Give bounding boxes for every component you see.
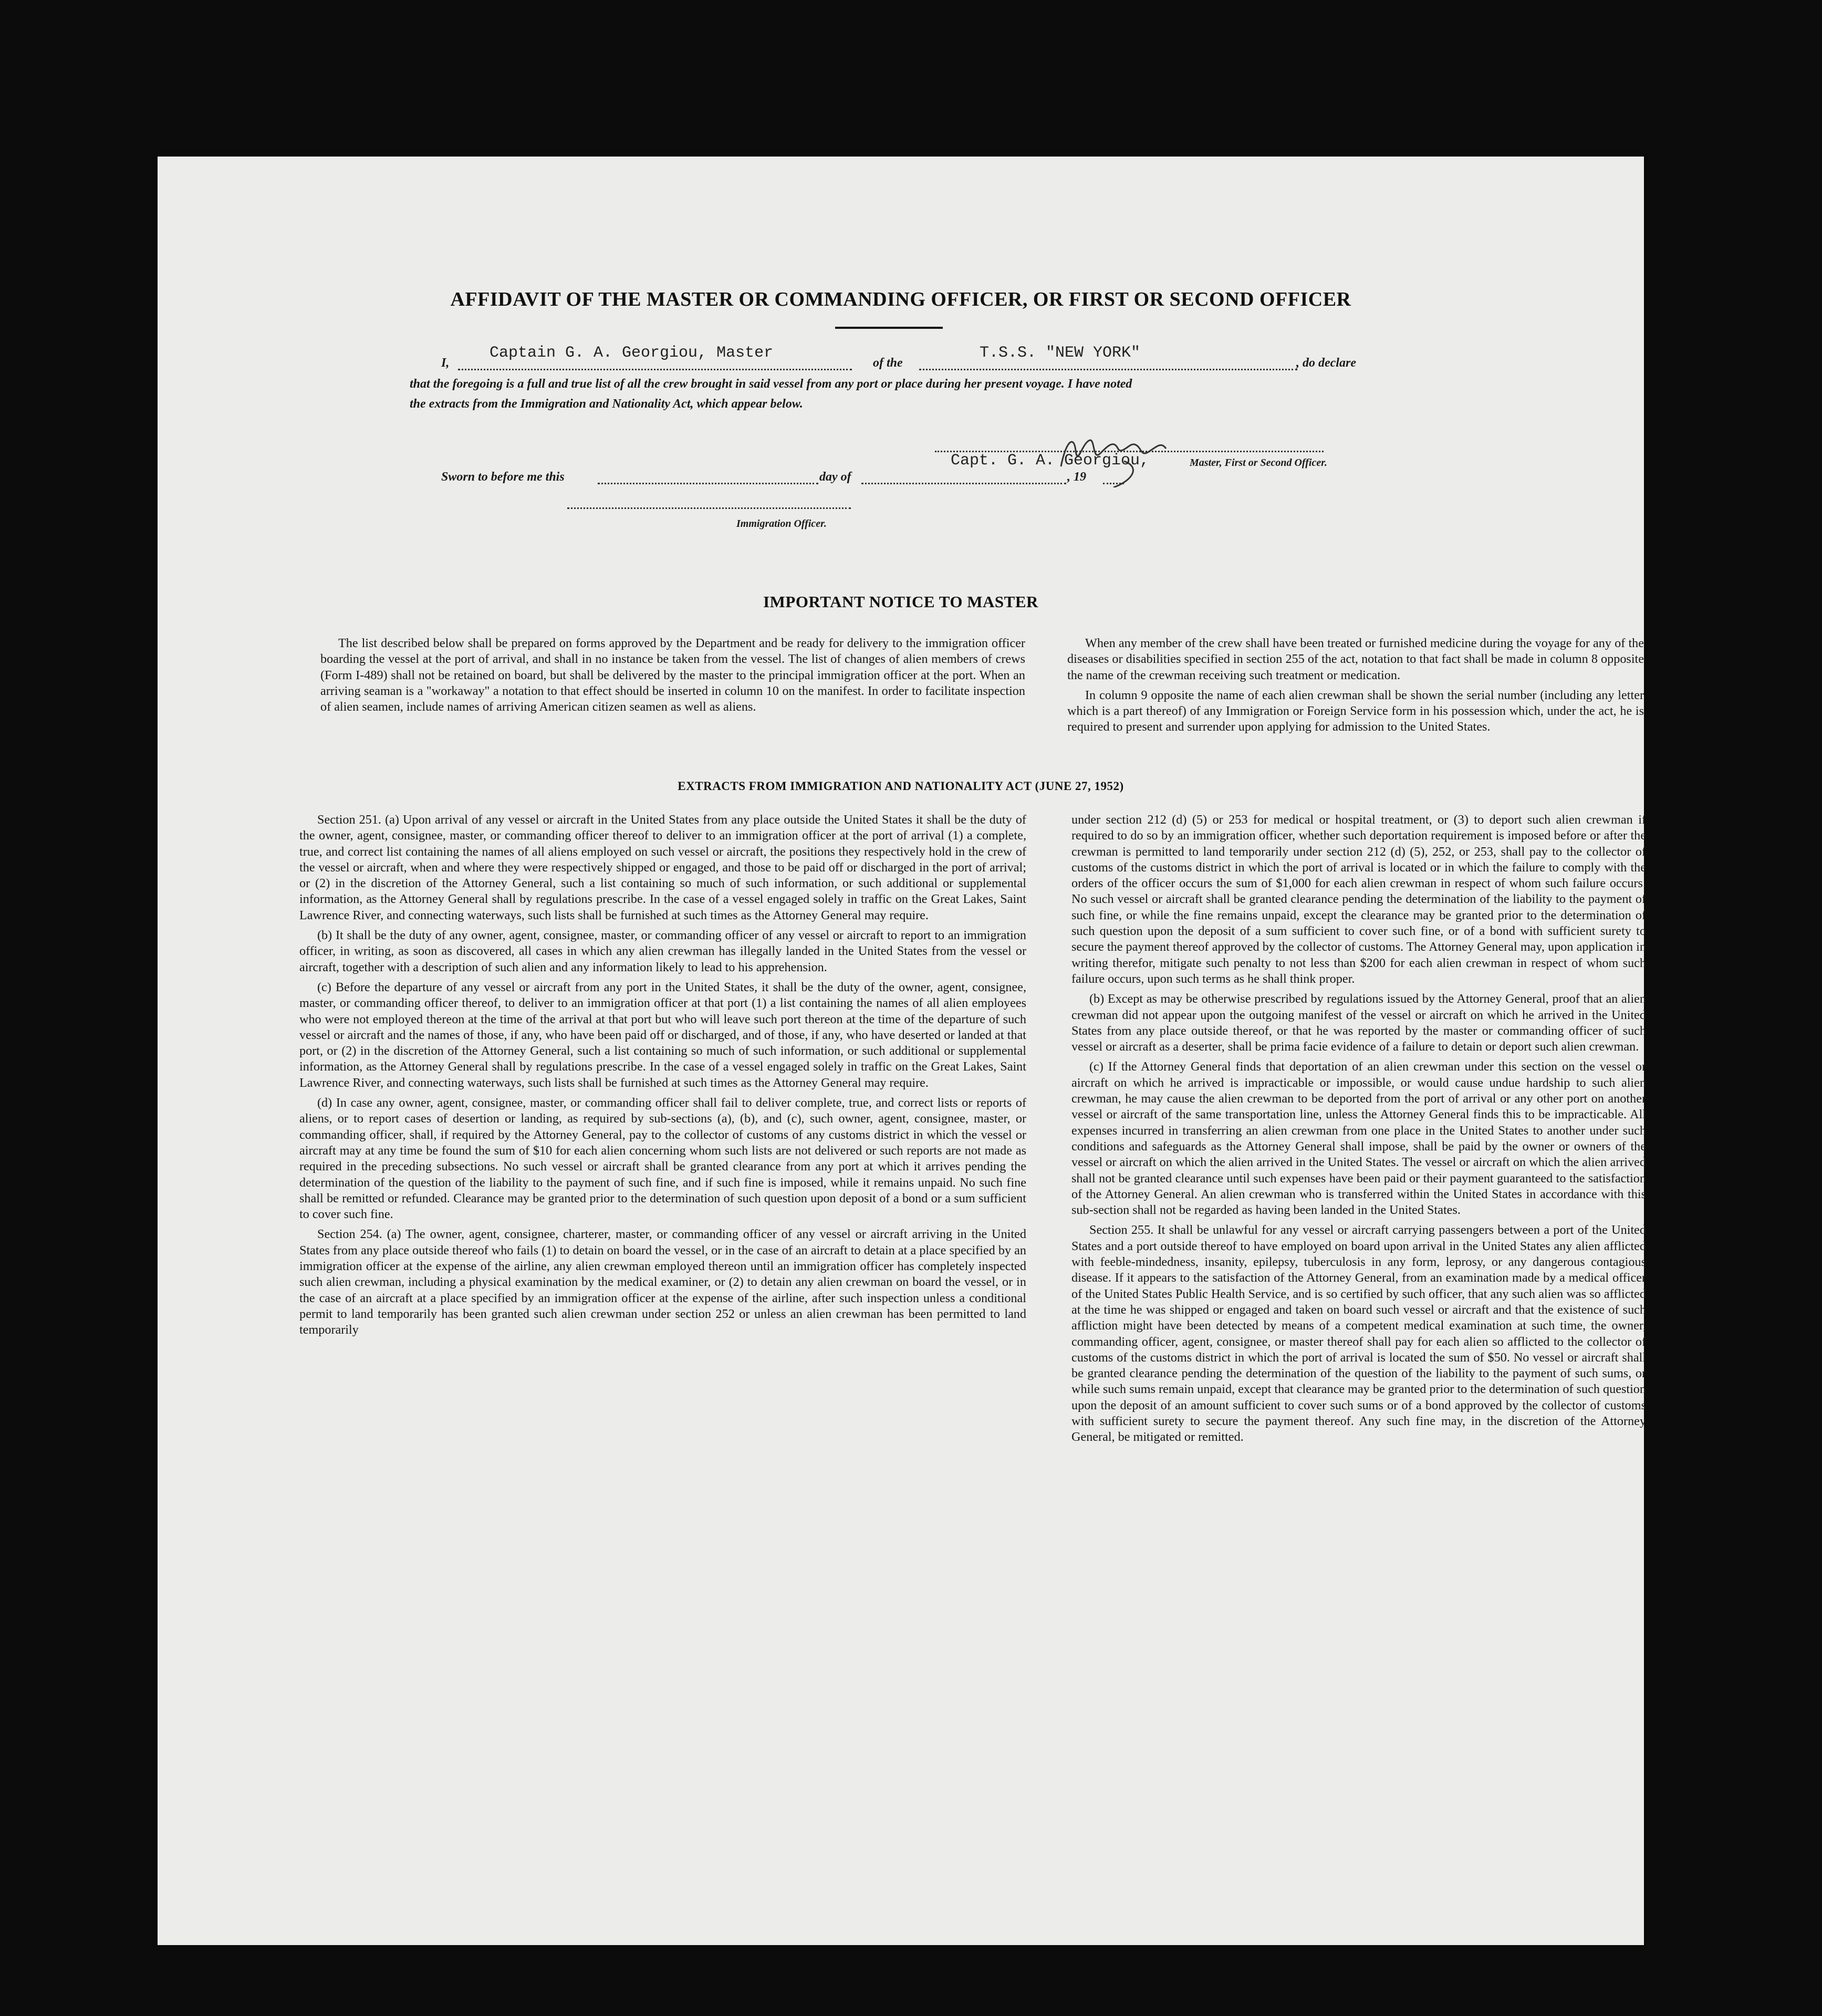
- day-of-label: day of: [819, 470, 851, 484]
- year-line: [1103, 483, 1124, 484]
- notice-paragraph: When any member of the crew shall have been treated or furnished medicine during the voyage for any of the diseases or disabilities specified in section 255 of the act, notation to that fact shall be made in column 8 opposite the name of the crewman receiving such treatment or medication.: [1067, 636, 1644, 682]
- extracts-left-column: [299, 812, 1026, 1338]
- document-page: [158, 157, 1644, 1945]
- year-prefix: , 19: [1067, 470, 1086, 484]
- sworn-month-line: [861, 483, 1066, 484]
- affidavit-title: AFFIDAVIT OF THE MASTER OR COMMANDING OFFICER, OR FIRST OR SECOND OFFICER: [450, 288, 1351, 310]
- master-name-field: Captain G. A. Georgiou, Master: [490, 344, 774, 362]
- notice-title: IMPORTANT NOTICE TO MASTER: [763, 593, 1038, 611]
- sworn-day-line: [598, 483, 818, 484]
- vessel-line: [919, 369, 1297, 370]
- notice-left-column: [320, 636, 1025, 715]
- title-rule: [835, 327, 943, 329]
- extracts-right-column: [1071, 812, 1646, 1446]
- extract-paragraph: Section 254. (a) The owner, agent, consignee, charterer, master, or commanding officer of any vessel or aircraft arriving in the United States from any place outside thereof who fails (1) to detain on board the vessel, or in the case of an aircraft to detain at a place specified by an immigration officer at the expense of the airline, any alien crewman employed thereon until an immigration officer has completely inspected such alien crewman, including a physical examination by the medical examiner, or (2) to detain any alien crewman on board the vessel, or in the case of an aircraft at a place specified by an immigration officer at the expense of the airline, after such inspection unless a conditional permit to land temporarily has been granted such alien crewman under section 252 or unless an alien crewman has been permitted to land temporarily: [299, 1227, 1026, 1337]
- of-the-label: of the: [873, 356, 903, 370]
- sworn-label: Sworn to before me this: [441, 470, 565, 484]
- statement-line-1: that the foregoing is a full and true list of all the crew brought in said vessel from any port or place during her present voyage. I have noted: [410, 377, 1132, 391]
- statement-line-2: the extracts from the Immigration and Nationality Act, which appear below.: [410, 397, 803, 411]
- extract-paragraph: (d) In case any owner, agent, consignee, master, or commanding officer shall fail to deliver complete, true, and correct lists or reports of aliens, or to report cases of desertion or landing, as required by sub-sections (a), (b), and (c), such owner, agent, consignee, master, or commanding officer, shall, if required by the Attorney General, pay to the collector of customs of any customs district in which the vessel or aircraft may at any time be found the sum of $10 for each alien concerning whom such lists are not delivered or such reports are not made as required in the preceding subsections. No such vessel or aircraft shall be granted clearance from any port at which it arrives pending the determination of the question of the liability to the payment of such fine, and if such fine is imposed, while it remains unpaid. No such fine shall be remitted or refunded. Clearance may be granted prior to the determination of such question upon deposit of a bond or a sum sufficient to cover such fine.: [299, 1096, 1026, 1222]
- extracts-title: EXTRACTS FROM IMMIGRATION AND NATIONALITY ACT (JUNE 27, 1952): [678, 780, 1124, 793]
- notice-right-column: [1067, 636, 1644, 735]
- vessel-name-field: T.S.S. "NEW YORK": [980, 344, 1141, 362]
- extract-paragraph: Section 255. It shall be unlawful for any vessel or aircraft carrying passengers between a port of the United States and a port outside thereof to have employed on board upon arrival in the United States any alien afflicted with feeble-mindedness, insanity, epilepsy, tuberculosis in any form, leprosy, or any dangerous contagious disease. If it appears to the satisfaction of the Attorney General, from an examination made by a medical officer of the United States Public Health Service, and is so certified by such officer, that any such alien was so afflicted at the time he was shipped or engaged and taken on board such vessel or aircraft and that the existence of such affliction might have been detected by means of a competent medical examination at such time, the owner, commanding officer, agent, consignee, or master thereof shall pay for each alien so afflicted to the collector of customs of the customs district in which the port of arrival is located the sum of $50. No vessel or aircraft shall be granted clearance pending the determination of the question of the liability to the payment of such sums, or while such sums remain unpaid, except that clearance may be granted prior to the determination of such question upon the deposit of an amount sufficient to cover such sums or of a bond approved by the collector of customs with sufficient surety to secure the payment thereof. Any such fine may, in the discretion of the Attorney General, be mitigated or remitted.: [1071, 1223, 1646, 1445]
- extract-paragraph: Section 251. (a) Upon arrival of any vessel or aircraft in the United States from any place outside the United States it shall be the duty of the owner, agent, consignee, master, or commanding officer thereof to deliver to an immigration officer at the port of arrival (1) a complete, true, and correct list containing the names of all aliens employed on such vessel or aircraft, the positions they respectively hold in the crew of the vessel or aircraft, when and where they were respectively shipped or engaged, and those to be paid off or discharged in the port of arrival; or (2) in the discretion of the Attorney General, such a list containing so much of such information, or such additional or supplemental information, as the Attorney General shall by regulations prescribe. In the case of a vessel engaged solely in traffic on the Great Lakes, Saint Lawrence River, and connecting waterways, such lists shall be furnished at such times as the Attorney General may require.: [299, 813, 1026, 922]
- notice-paragraph: The list described below shall be prepared on forms approved by the Department and be ready for delivery to the immigration officer boarding the vessel at the port of arrival, and shall in no instance be taken from the vessel. The list of changes of alien members of crews (Form I-489) shall not be retained on board, but shall be delivered by the master to the principal immigration officer at the port. When an arriving seaman is a "workaway" a notation to that effect should be inserted in column 10 on the manifest. In order to facilitate inspection of alien seamen, include names of arriving American citizen seamen as well as aliens.: [320, 636, 1025, 714]
- extract-paragraph: (b) It shall be the duty of any owner, agent, consignee, master, or commanding officer of any vessel or aircraft to report to an immigration officer, in writing, as soon as discovered, all cases in which any alien crewman has illegally landed in the United States from the vessel or aircraft, together with a description of such alien and any information likely to lead to his apprehension.: [299, 928, 1026, 974]
- officer-signature-line: [567, 507, 851, 509]
- do-declare-label: , do declare: [1296, 356, 1356, 370]
- signature-name: Capt. G. A. Georgiou,: [951, 452, 1150, 470]
- extract-paragraph: (c) Before the departure of any vessel or aircraft from any port in the United States, it shall be the duty of the owner, agent, consignee, master, or commanding officer thereof, to deliver to an immigration officer at that port (1) a list containing the names of all alien employees who were not employed thereon at the time of the arrival at that port but who will leave such port thereon at the time of the departure of such vessel or aircraft and the names of those, if any, who have been paid off or discharged, and of those, if any, who have deserted or landed at that port, or (2) in the discretion of the Attorney General, such a list containing so much of such information, or such additional or supplemental information, as the Attorney General shall by regulations prescribe. In the case of a vessel engaged solely in traffic on the Great Lakes, Saint Lawrence River, and connecting waterways, such lists shall be furnished at such times as the Attorney General may require.: [299, 980, 1026, 1090]
- notice-paragraph: In column 9 opposite the name of each alien crewman shall be shown the serial number (including any letter which is a part thereof) of any Immigration or Foreign Service form in his possession which, under the act, he is required to present and surrender upon applying for admission to the United States.: [1067, 688, 1644, 734]
- extract-paragraph: (b) Except as may be otherwise prescribed by regulations issued by the Attorney General, proof that an alien crewman did not appear upon the outgoing manifest of the vessel or aircraft on which he arrived in the United States from any place outside thereof, or that he was reported by the master or commanding officer of such vessel or aircraft as a deserter, shall be prima facie evidence of a failure to detain or deport such alien crewman.: [1071, 992, 1646, 1054]
- master-name-line: [458, 369, 852, 370]
- extract-paragraph: (c) If the Attorney General finds that deportation of an alien crewman under this section on the vessel or aircraft on which he arrived is impracticable or impossible, or would cause undue hardship to such alien crewman, he may cause the alien crewman to be deported from the port of arrival or any other port on another vessel or aircraft of the same transportation line, unless the Attorney General finds this to be impracticable. All expenses incurred in transferring an alien crewman from one place in the United States to another under such conditions and safeguards as the Attorney General shall impose, shall be paid by the owner or owners of the vessel or aircraft on which the alien arrived in the United States. The vessel or aircraft on which the alien arrived shall not be granted clearance until such expenses have been paid or their payment guaranteed to the satisfaction of the Attorney General. An alien crewman who is transferred within the United States in accordance with this sub-section shall not be regarded as having been landed in the United States.: [1071, 1059, 1646, 1218]
- extract-paragraph: under section 212 (d) (5) or 253 for medical or hospital treatment, or (3) to deport such alien crewman if required to do so by an immigration officer, whether such deportation requirement is imposed before or after the crewman is permitted to land temporarily under section 212 (d) (5), 252, or 253, shall pay to the collector of customs of the customs district in which the port of arrival is located or in which the failure to comply with the orders of the officer occurs the sum of $1,000 for each alien crewman in respect of whom such failure occurs. No such vessel or aircraft shall be granted clearance pending the determination of the liability to the payment of such fine, or while the fine remains unpaid, except the clearance may be granted prior to the determination of such question upon the deposit of a sum sufficient to cover such fine, or of a bond with sufficient surety to secure the payment thereof approved by the collector of customs. The Attorney General may, upon application in writing therefor, mitigate such penalty to not less than $200 for each alien crewman in respect of whom such failure occurs, upon such terms as he shall think proper.: [1071, 813, 1646, 986]
- signature-role: Master, First or Second Officer.: [1190, 457, 1327, 469]
- officer-label: Immigration Officer.: [736, 518, 827, 529]
- i-label: I,: [441, 356, 450, 370]
